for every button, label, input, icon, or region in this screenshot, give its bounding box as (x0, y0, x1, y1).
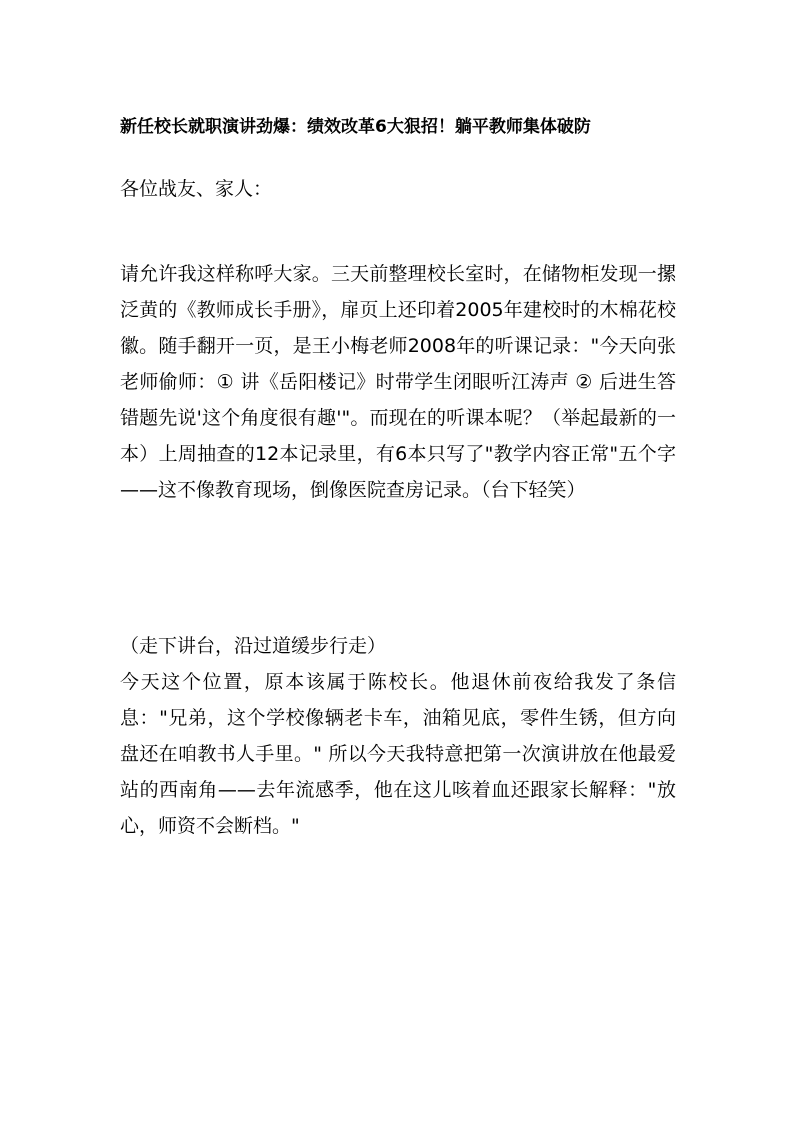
paragraph: 今天这个位置，原本该属于陈校长。他退休前夜给我发了条信息："兄弟，这个学校像辆老卡车，油箱见底，零件生锈，但方向盘还在咱教书人手里。" 所以今天我特意把第一次演讲放在他最爱站的西南角——去年流感季，他在这儿咳着血还跟家长解释："放心，师资不会断档。" (120, 671, 676, 837)
article-title: 新任校长就职演讲劲爆：绩效改革6大狠招！躺平教师集体破防 (120, 117, 591, 137)
greeting-line: 各位战友、家人： (120, 178, 273, 200)
paragraph: 请允许我这样称呼大家。三天前整理校长室时，在储物柜发现一摞泛黄的《教师成长手册》，扉页上还印着2005年建校时的木棉花校徽。随手翻开一页，是王小梅老师2008年的听课记录："今天向张老师偷师：① 讲《岳阳楼记》时带学生闭眼听江涛声 ② 后进生答错题先说'这个角度很有趣'"。而现在的听课本呢？（举起最新的一本）上周抽查的12本记录里，有6本只写了"教学内容正常"五个字——这不像教育现场，倒像医院查房记录。（台下轻笑） (120, 263, 676, 501)
stage-direction: （走下讲台，沿过道缓步行走） (120, 635, 387, 657)
